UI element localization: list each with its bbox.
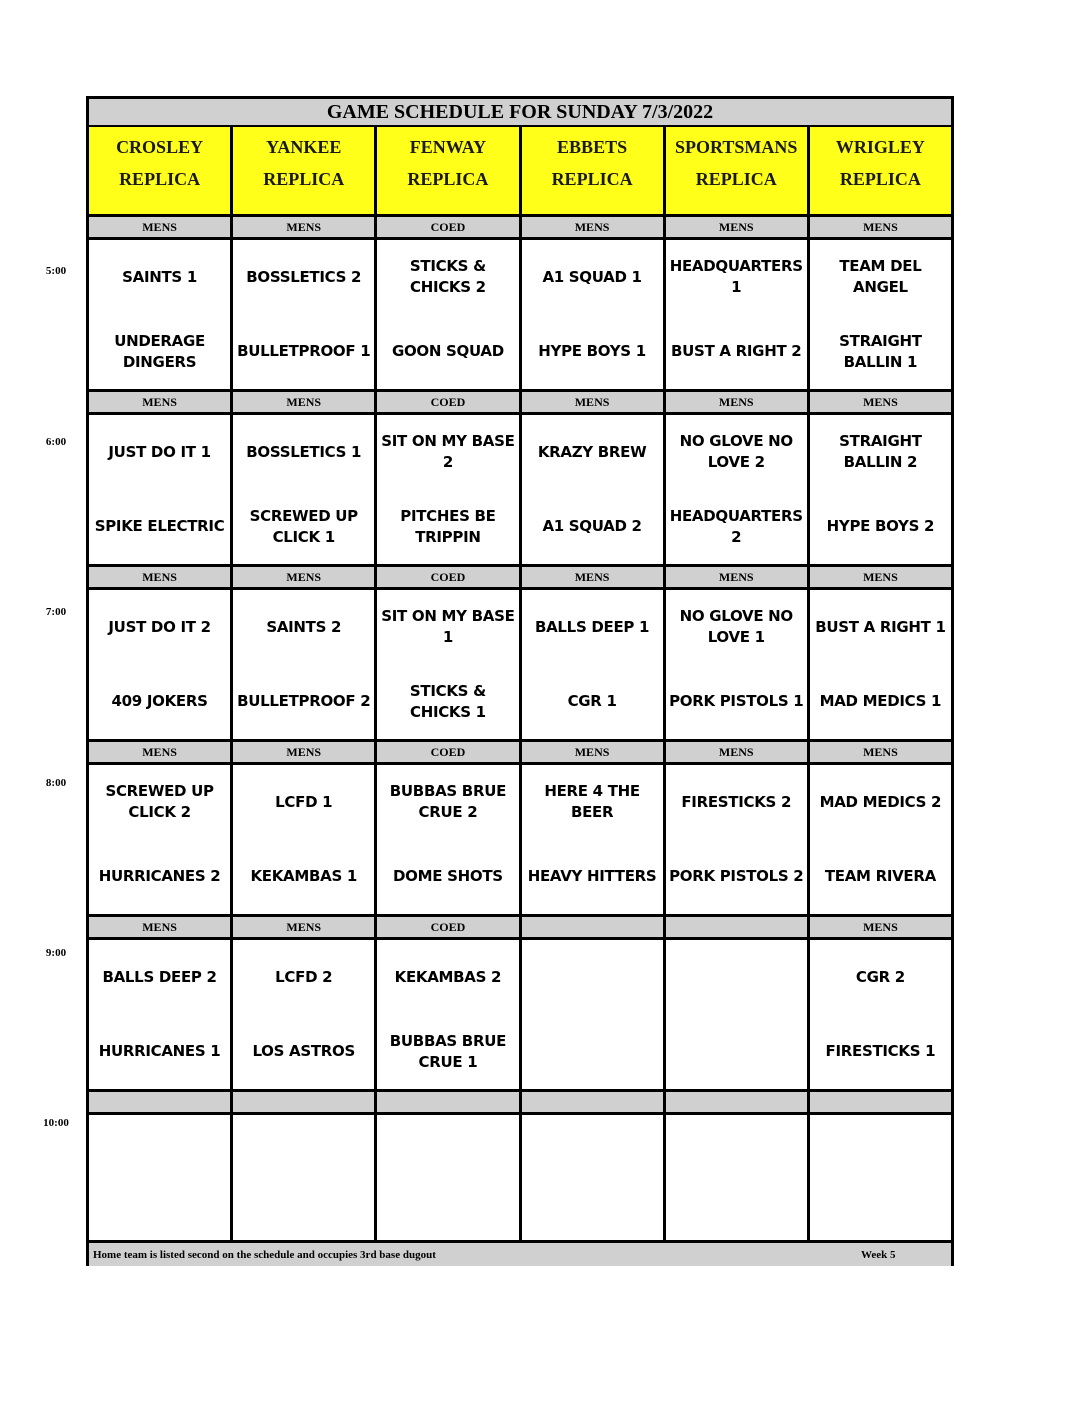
away-team: NO GLOVE NO LOVE 2	[679, 432, 793, 472]
game-cell	[377, 590, 518, 739]
away-team: STICKS & CHICKS 2	[409, 257, 486, 297]
venue-sub: REPLICA	[695, 169, 777, 189]
away-team	[668, 1115, 805, 1190]
time-label: 8:00	[45, 777, 67, 789]
game-category: MENS	[666, 217, 807, 237]
away-team: LCFD 1	[275, 792, 333, 811]
game-category	[522, 1092, 663, 1112]
game-category: MENS	[666, 742, 807, 762]
away-team: BOSSLETICS 2	[246, 267, 362, 286]
away-team	[668, 940, 805, 1015]
home-team: 409 JOKERS	[111, 692, 208, 711]
week-label: Week 5	[861, 1248, 896, 1261]
game-cell	[666, 415, 807, 564]
game-category: MENS	[233, 917, 374, 937]
venue-name: SPORTSMANS	[675, 137, 798, 157]
home-team: PITCHES BE TRIPPIN	[400, 506, 496, 546]
home-team: HYPE BOYS 1	[538, 342, 646, 361]
game-category: MENS	[810, 392, 951, 412]
game-cell	[233, 240, 374, 389]
game-cell	[666, 940, 807, 1089]
home-team: HURRICANES 2	[98, 867, 221, 886]
home-team	[524, 1015, 661, 1090]
game-cell	[233, 765, 374, 914]
game-cell	[522, 240, 663, 389]
game-cell	[233, 590, 374, 739]
away-team: LCFD 2	[275, 967, 333, 986]
away-team	[524, 940, 661, 1015]
time-label: 5:00	[45, 265, 67, 277]
game-category: MENS	[233, 392, 374, 412]
away-team: SIT ON MY BASE 2	[381, 432, 515, 472]
time-label: 9:00	[45, 947, 67, 959]
home-team: HYPE BOYS 2	[826, 517, 935, 536]
game-category: MENS	[89, 392, 230, 412]
game-category: MENS	[810, 917, 951, 937]
game-category: MENS	[89, 742, 230, 762]
home-team: CGR 1	[567, 692, 617, 711]
game-category: COED	[377, 917, 518, 937]
game-category: MENS	[666, 392, 807, 412]
game-cell	[89, 765, 230, 914]
game-category: COED	[377, 567, 518, 587]
game-cell	[522, 940, 663, 1089]
game-cell	[810, 415, 951, 564]
game-cell	[810, 940, 951, 1089]
venue-name: YANKEE	[266, 137, 342, 157]
venue-name: CROSLEY	[116, 137, 204, 157]
game-category: MENS	[522, 567, 663, 587]
home-team	[668, 1015, 805, 1090]
game-cell	[666, 590, 807, 739]
home-team: KEKAMBAS 1	[250, 867, 358, 886]
game-cell	[522, 590, 663, 739]
away-team	[812, 1115, 949, 1190]
away-team: SAINTS 1	[122, 267, 197, 286]
away-team: SAINTS 2	[266, 617, 342, 636]
game-category: MENS	[522, 217, 663, 237]
away-team: KEKAMBAS 2	[394, 967, 502, 986]
away-team: BUST A RIGHT 1	[815, 617, 946, 636]
game-category	[233, 1092, 374, 1112]
home-team: SCREWED UP CLICK 1	[249, 506, 358, 546]
game-category: MENS	[666, 567, 807, 587]
game-cell	[233, 415, 374, 564]
game-category	[666, 1092, 807, 1112]
away-team: HERE 4 THE BEER	[544, 782, 640, 822]
venue-header	[522, 127, 663, 214]
home-team: STRAIGHT BALLIN 1	[839, 331, 922, 371]
away-team	[379, 1115, 516, 1190]
away-team: MAD MEDICS 2	[819, 792, 942, 811]
venue-header	[377, 127, 518, 214]
game-category	[522, 917, 663, 937]
game-category: MENS	[233, 567, 374, 587]
away-team: HEADQUARTERS 1	[669, 257, 803, 297]
home-team: MAD MEDICS 1	[819, 692, 942, 711]
game-cell	[377, 940, 518, 1089]
game-category: MENS	[810, 567, 951, 587]
away-team: CGR 2	[855, 967, 905, 986]
away-team: SCREWED UP CLICK 2	[105, 782, 214, 822]
game-category: MENS	[233, 742, 374, 762]
home-team: HEADQUARTERS 2	[669, 506, 803, 546]
schedule-footer	[89, 1240, 951, 1266]
game-category: COED	[377, 742, 518, 762]
game-category: MENS	[89, 917, 230, 937]
game-category: COED	[377, 392, 518, 412]
game-cell	[810, 240, 951, 389]
home-team: BULLETPROOF 1	[237, 342, 371, 361]
venue-sub: REPLICA	[839, 169, 921, 189]
away-team: TEAM DEL ANGEL	[839, 257, 922, 297]
home-team: GOON SQUAD	[391, 342, 504, 361]
venue-header	[233, 127, 374, 214]
home-team: PORK PISTOLS 2	[669, 867, 804, 886]
home-team: DOME SHOTS	[393, 867, 503, 886]
away-team: SIT ON MY BASE 1	[381, 607, 515, 647]
game-category: MENS	[89, 217, 230, 237]
game-cell	[233, 940, 374, 1089]
schedule-grid	[89, 127, 951, 1240]
game-cell	[89, 940, 230, 1089]
away-team	[235, 1115, 372, 1190]
away-team: JUST DO IT 1	[108, 442, 211, 461]
game-category	[666, 917, 807, 937]
venue-name: FENWAY	[409, 137, 487, 157]
home-team: STICKS & CHICKS 1	[409, 681, 486, 721]
home-team: HURRICANES 1	[98, 1042, 221, 1061]
game-cell	[666, 240, 807, 389]
game-cell	[89, 240, 230, 389]
game-cell	[89, 590, 230, 739]
home-team: BULLETPROOF 2	[237, 692, 371, 711]
game-category: MENS	[810, 217, 951, 237]
away-team: STRAIGHT BALLIN 2	[839, 432, 922, 472]
game-cell	[522, 765, 663, 914]
away-team	[91, 1115, 228, 1190]
game-cell	[377, 415, 518, 564]
away-team: A1 SQUAD 1	[542, 267, 642, 286]
away-team: BALLS DEEP 1	[534, 617, 650, 636]
game-category	[89, 1092, 230, 1112]
venue-sub: REPLICA	[551, 169, 633, 189]
game-cell	[666, 765, 807, 914]
game-category	[810, 1092, 951, 1112]
home-team: SPIKE ELECTRIC	[94, 517, 225, 536]
game-category: MENS	[89, 567, 230, 587]
time-label: 10:00	[43, 1117, 69, 1129]
away-team: BOSSLETICS 1	[246, 442, 362, 461]
venue-header	[810, 127, 951, 214]
home-team: HEAVY HITTERS	[527, 867, 657, 886]
game-category	[377, 1092, 518, 1112]
home-team: TEAM RIVERA	[824, 867, 936, 886]
away-team: FIRESTICKS 2	[681, 792, 792, 811]
away-team: NO GLOVE NO LOVE 1	[679, 607, 793, 647]
game-cell	[377, 765, 518, 914]
game-category: MENS	[233, 217, 374, 237]
away-team: BUBBAS BRUE CRUE 2	[389, 782, 507, 822]
away-team: BALLS DEEP 2	[102, 967, 217, 986]
game-cell	[377, 240, 518, 389]
venue-name: WRIGLEY	[835, 137, 925, 157]
home-team: BUST A RIGHT 2	[671, 342, 802, 361]
home-team: FIRESTICKS 1	[825, 1042, 936, 1061]
venue-header	[666, 127, 807, 214]
away-team: JUST DO IT 2	[108, 617, 211, 636]
home-team: BUBBAS BRUE CRUE 1	[389, 1031, 507, 1071]
home-team: A1 SQUAD 2	[542, 517, 642, 536]
schedule-title: GAME SCHEDULE FOR SUNDAY 7/3/2022	[89, 99, 951, 127]
time-label: 7:00	[45, 606, 67, 618]
game-category: MENS	[522, 392, 663, 412]
game-category: MENS	[810, 742, 951, 762]
venue-name: EBBETS	[557, 137, 628, 157]
game-category: COED	[377, 217, 518, 237]
venue-header	[89, 127, 230, 214]
away-team	[524, 1115, 661, 1190]
game-cell	[89, 415, 230, 564]
schedule-sheet	[86, 96, 954, 1266]
game-cell	[810, 590, 951, 739]
game-cell	[522, 415, 663, 564]
home-team: PORK PISTOLS 1	[669, 692, 804, 711]
home-team: UNDERAGE DINGERS	[114, 331, 205, 371]
home-team: LOS ASTROS	[252, 1042, 356, 1061]
home-team-note: Home team is listed second on the schedule and occupies 3rd base dugout	[93, 1248, 436, 1261]
venue-sub: REPLICA	[407, 169, 489, 189]
game-cell	[810, 765, 951, 914]
venue-sub: REPLICA	[119, 169, 201, 189]
game-category: MENS	[522, 742, 663, 762]
away-team: KRAZY BREW	[537, 442, 647, 461]
venue-sub: REPLICA	[263, 169, 345, 189]
time-label: 6:00	[45, 436, 67, 448]
